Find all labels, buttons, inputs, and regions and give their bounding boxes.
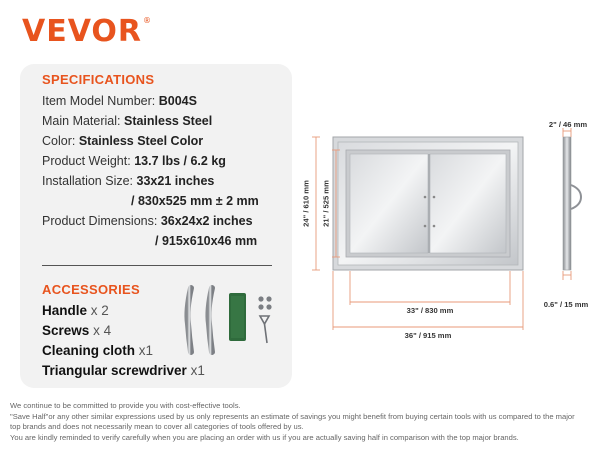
disclaimer-line: top brands and does not necessarily mean to cover all categories of tools offered by us. — [10, 422, 304, 431]
dimension-thickness: 0.6" / 15 mm — [543, 300, 589, 309]
dimension-depth: 2" / 46 mm — [548, 120, 588, 129]
spec-value: 33x21 inches — [136, 174, 215, 188]
spec-label: Main Material: — [42, 114, 121, 128]
access-door-side — [563, 137, 581, 270]
spec-label: Color: — [42, 134, 76, 148]
registered-mark: ® — [143, 16, 153, 25]
accessory-handle — [42, 303, 109, 318]
spec-label: Item Model Number: — [42, 94, 156, 108]
spec-label: Product Weight: — [42, 154, 131, 168]
spec-weight — [42, 154, 226, 168]
brand-logo — [22, 14, 152, 49]
spec-installation-size — [42, 174, 214, 188]
dimension-lines — [312, 128, 571, 330]
spec-value: Stainless Steel Color — [78, 134, 204, 148]
accessory-name: Triangular screwdriver — [42, 363, 187, 378]
dimension-overall-width: 36" / 915 mm — [404, 331, 452, 340]
accessory-screws — [42, 323, 111, 338]
accessory-name: Handle — [42, 303, 88, 318]
spec-value: 13.7 lbs / 6.2 kg — [134, 154, 226, 168]
accessory-name: Screws — [42, 323, 90, 338]
spec-value: B004S — [158, 94, 197, 108]
access-door-front — [333, 137, 523, 270]
spec-material — [42, 114, 212, 128]
dimension-inner-height: 21" / 525 mm — [321, 180, 331, 227]
accessory-screwdriver — [42, 363, 205, 378]
accessory-qty: x 4 — [93, 323, 112, 338]
section-divider — [42, 265, 272, 266]
disclaimer-line: We continue to be committed to provide you with cost-effective tools. — [10, 401, 241, 410]
brand-name: VEVOR — [22, 14, 143, 49]
disclaimer — [10, 401, 595, 443]
accessories-title: ACCESSORIES — [42, 282, 140, 297]
dimension-overall-height: 24" / 610 mm — [301, 180, 311, 227]
accessory-name: Cleaning cloth — [42, 343, 136, 358]
spec-label: Installation Size: — [42, 174, 134, 188]
spec-product-dimensions-metric — [155, 234, 257, 248]
spec-label: Product Dimensions: — [42, 214, 158, 228]
specifications-title: SPECIFICATIONS — [42, 72, 155, 87]
spec-value: Stainless Steel — [123, 114, 213, 128]
spec-product-dimensions — [42, 214, 253, 228]
spec-value: 36x24x2 inches — [160, 214, 253, 228]
accessory-qty: x1 — [190, 363, 205, 378]
accessory-qty: x 2 — [90, 303, 109, 318]
accessory-cleaning-cloth — [42, 343, 153, 358]
dimension-inner-width: 33" / 830 mm — [406, 306, 454, 315]
spec-value: / 830x525 mm ± 2 mm — [131, 194, 259, 208]
spec-value: / 915x610x46 mm — [155, 234, 258, 248]
spec-installation-size-metric — [131, 194, 259, 208]
disclaimer-line: "Save Half"or any other similar expressions used by us only represents an estimate of savings you might benefit from buying certain tools with us compared to the major — [10, 411, 575, 421]
disclaimer-line: You are kindly reminded to verify carefully when you are placing an order with us if you are actually saving half in comparison with the top major brands. — [10, 432, 519, 442]
spec-color — [42, 134, 203, 148]
accessory-qty: x1 — [138, 343, 154, 358]
spec-model-number — [42, 94, 197, 108]
